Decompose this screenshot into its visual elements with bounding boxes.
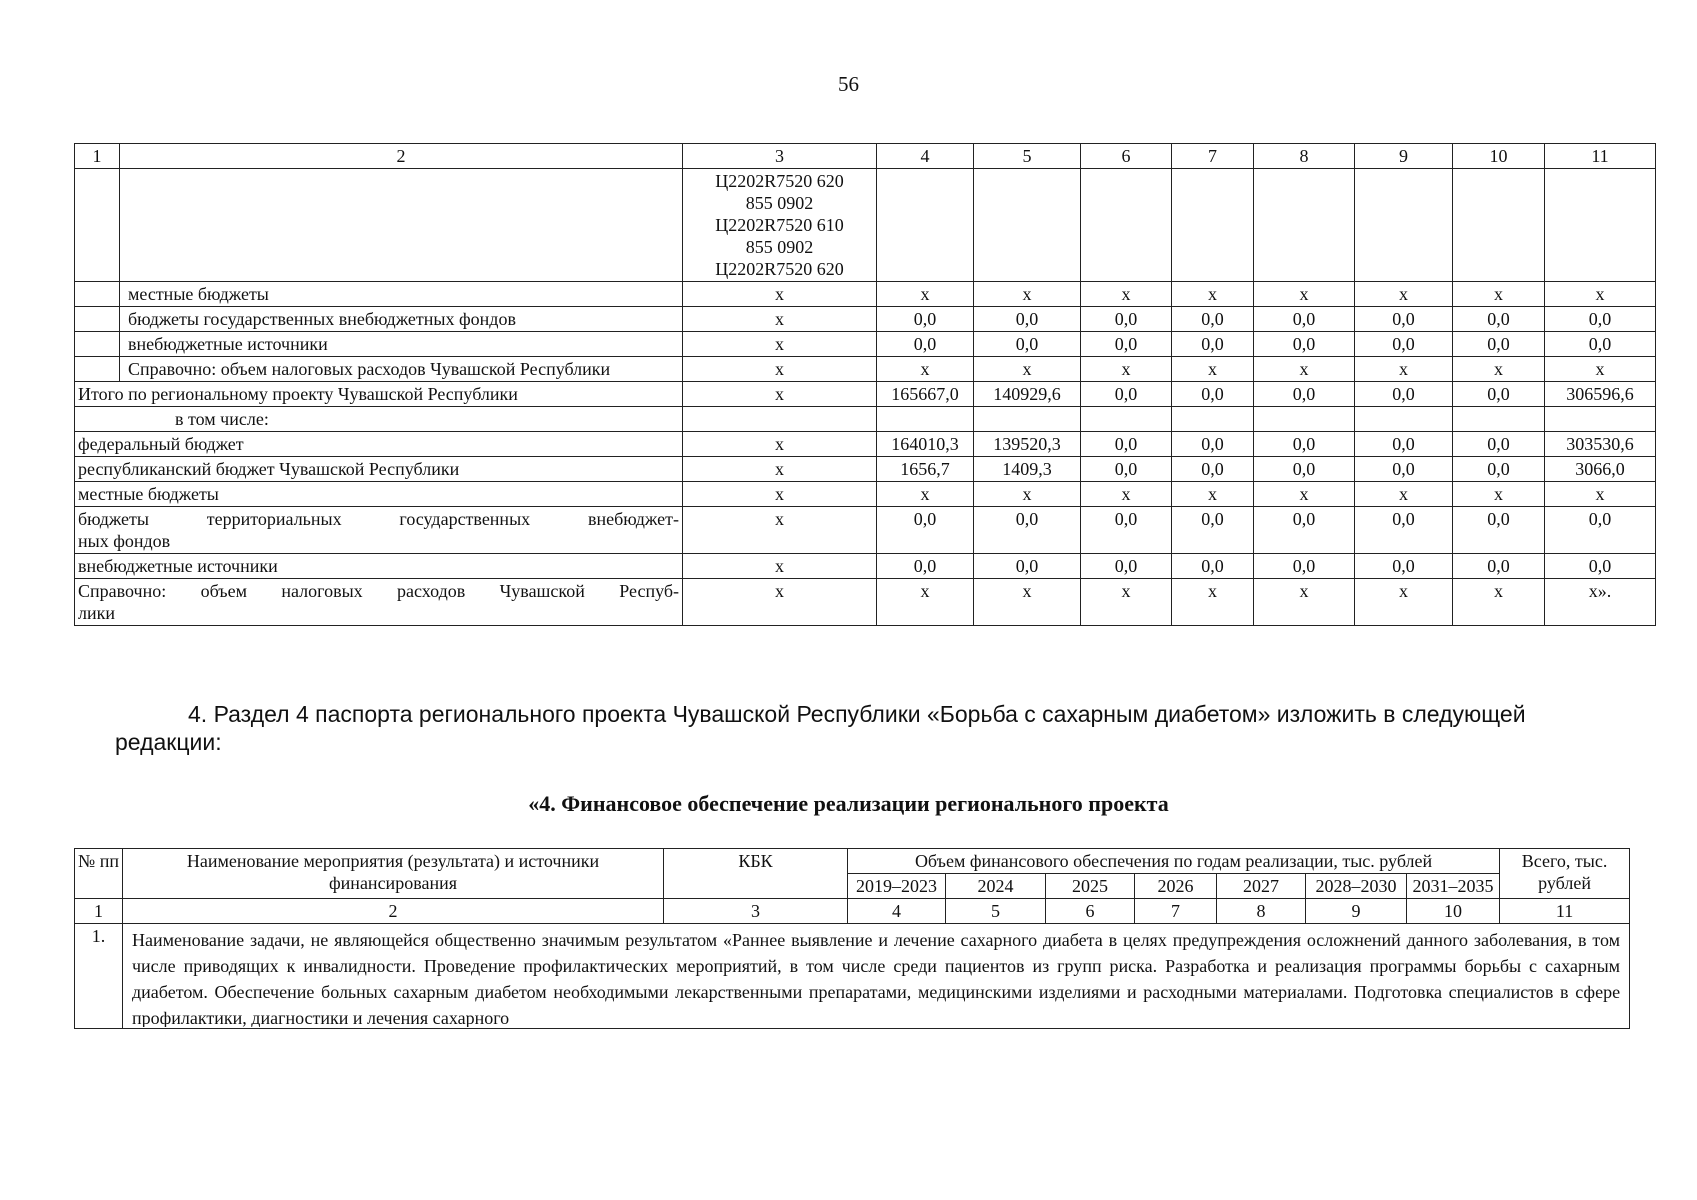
kbk-code: Ц2202R7520 610 — [715, 215, 844, 235]
value-cell: x — [974, 282, 1081, 307]
kbk-cell: x — [683, 432, 877, 457]
empty-cell — [1081, 407, 1172, 432]
value-cell: x — [1254, 282, 1355, 307]
value-cell: x — [1172, 579, 1254, 626]
value-cell: 0,0 — [1172, 307, 1254, 332]
value-cell: 0,0 — [1081, 382, 1172, 407]
value-cell: x — [1355, 579, 1453, 626]
col-number: 2 — [123, 899, 664, 924]
col-number: 4 — [877, 144, 974, 169]
kbk-code: 855 0902 — [745, 193, 814, 213]
value-cell: 0,0 — [1081, 507, 1172, 554]
col-number: 3 — [664, 899, 848, 924]
value-cell: 0,0 — [877, 554, 974, 579]
kbk-cell: x — [683, 382, 877, 407]
year-cell: 2027 — [1217, 874, 1306, 899]
value-cell: 0,0 — [1254, 507, 1355, 554]
value-cell: x — [877, 579, 974, 626]
empty-cell — [1453, 407, 1545, 432]
value-cell: 0,0 — [1355, 507, 1453, 554]
value-cell: 0,0 — [877, 507, 974, 554]
value-cell: 0,0 — [1453, 457, 1545, 482]
task-row — [75, 924, 1630, 1029]
value-cell: 0,0 — [1355, 382, 1453, 407]
col-number: 3 — [683, 144, 877, 169]
kbk-cell — [683, 169, 877, 282]
value-cell: 0,0 — [974, 554, 1081, 579]
col-number: 9 — [1355, 144, 1453, 169]
empty-cell — [75, 307, 120, 332]
value-cell: 0,0 — [1355, 554, 1453, 579]
value-cell: x — [1172, 482, 1254, 507]
col-number: 9 — [1306, 899, 1407, 924]
empty-cell — [683, 407, 877, 432]
row-label: федеральный бюджет — [75, 432, 683, 457]
value-cell: x — [1453, 282, 1545, 307]
header-volume: Объем финансового обеспечения по годам реализации, тыс. рублей — [848, 849, 1500, 874]
col-number: 4 — [848, 899, 946, 924]
value-cell: 0,0 — [1172, 457, 1254, 482]
value-cell: x — [877, 482, 974, 507]
header-kbk: КБК — [664, 849, 848, 899]
value-cell: 0,0 — [1254, 457, 1355, 482]
value-cell: x — [1172, 282, 1254, 307]
kbk-cell: x — [683, 307, 877, 332]
value-cell: 0,0 — [1545, 307, 1656, 332]
value-cell: x — [1254, 357, 1355, 382]
value-cell: 0,0 — [1081, 554, 1172, 579]
value-cell: 0,0 — [1545, 507, 1656, 554]
kbk-code: Ц2202R7520 620 — [715, 171, 844, 191]
col-number: 8 — [1254, 144, 1355, 169]
value-cell: 0,0 — [1172, 382, 1254, 407]
kbk-cell: x — [683, 579, 877, 626]
value-cell: x — [974, 357, 1081, 382]
row-label: республиканский бюджет Чувашской Республики — [75, 457, 683, 482]
value-cell: x — [1254, 579, 1355, 626]
empty-cell — [1254, 407, 1355, 432]
column-number-row — [75, 899, 1630, 924]
page-number: 56 — [838, 72, 859, 96]
kbk-cell: x — [683, 357, 877, 382]
value-cell: 0,0 — [1355, 332, 1453, 357]
empty-cell — [1453, 169, 1545, 282]
amendment-paragraph: 4. Раздел 4 паспорта регионального проекта Чувашской Республики «Борьба с сахарным диабетом» изложить в следующей редакции: — [115, 701, 1526, 755]
value-cell: x — [1254, 482, 1355, 507]
task-text: Наименование задачи, не являющейся общественно значимым результатом «Раннее выявление и лечение сахарного диабета в целях предупреждения осложнений данного заболевания, в том числе приводящих к инвалидности. Проведение профилактических мероприятий, в том числе среди пациентов из групп риска. Разработка и реализация программы борьбы с сахарным диабетом. Обеспечение больных сахарным диабетом необходимыми лекарственными препаратами, медицинскими изделиями и расходными материалами. Подготовка специалистов в сфере профилактики, диагностики и лечения сахарного — [132, 930, 1621, 1027]
col-number: 6 — [1046, 899, 1135, 924]
value-cell: 0,0 — [1355, 307, 1453, 332]
row-label: местные бюджеты — [75, 482, 683, 507]
value-cell: x — [1172, 357, 1254, 382]
value-cell: 0,0 — [877, 332, 974, 357]
value-cell: 0,0 — [1254, 332, 1355, 357]
row-label-line: лики — [78, 603, 115, 623]
value-cell: 0,0 — [1355, 432, 1453, 457]
value-cell: x — [1545, 357, 1656, 382]
value-cell: 1409,3 — [974, 457, 1081, 482]
year-cell: 2026 — [1135, 874, 1217, 899]
row-label: Итого по региональному проекту Чувашской Республики — [75, 382, 683, 407]
value-cell: x». — [1545, 579, 1656, 626]
financing-table — [74, 848, 1630, 1029]
value-cell: 0,0 — [1172, 507, 1254, 554]
header-total: Всего, тыс. рублей — [1500, 849, 1630, 899]
value-cell: 140929,6 — [974, 382, 1081, 407]
row-label-line: ных фондов — [78, 531, 171, 551]
col-number: 2 — [120, 144, 683, 169]
row-label-line: бюджеты территориальных государственных внебюджет- — [78, 509, 679, 529]
value-cell: 0,0 — [1081, 332, 1172, 357]
kbk-cell: x — [683, 482, 877, 507]
value-cell: 0,0 — [1172, 332, 1254, 357]
col-number: 1 — [75, 144, 120, 169]
year-cell: 2028–2030 — [1306, 874, 1407, 899]
row-number: 1. — [75, 924, 123, 1029]
empty-cell — [75, 332, 120, 357]
value-cell: 0,0 — [1453, 507, 1545, 554]
kbk-cell: x — [683, 332, 877, 357]
empty-cell — [75, 169, 120, 282]
empty-cell — [1545, 169, 1656, 282]
value-cell: 0,0 — [1453, 554, 1545, 579]
value-cell: 0,0 — [1545, 554, 1656, 579]
empty-cell — [974, 169, 1081, 282]
row-label: Справочно: объем налоговых расходов Чувашской Республики — [120, 357, 683, 382]
kbk-cell: x — [683, 282, 877, 307]
value-cell: x — [1545, 482, 1656, 507]
including-row — [75, 407, 1656, 432]
value-cell: x — [877, 282, 974, 307]
task-cell — [123, 924, 1630, 1029]
value-cell: 0,0 — [1172, 432, 1254, 457]
row-label: бюджеты государственных внебюджетных фондов — [120, 307, 683, 332]
kbk-continuation-row — [75, 169, 1656, 282]
value-cell: 0,0 — [877, 307, 974, 332]
value-cell: x — [1081, 282, 1172, 307]
table-row — [75, 332, 1656, 357]
empty-cell — [75, 357, 120, 382]
value-cell: 0,0 — [1453, 332, 1545, 357]
total-row — [75, 382, 1656, 407]
col-number: 6 — [1081, 144, 1172, 169]
column-number-row — [75, 144, 1656, 169]
section-title: «4. Финансовое обеспечение реализации регионального проекта — [528, 791, 1169, 816]
kbk-code: 855 0902 — [745, 237, 814, 257]
col-number: 5 — [946, 899, 1046, 924]
value-cell: 0,0 — [1254, 307, 1355, 332]
table-row — [75, 507, 1656, 554]
value-cell: x — [1081, 579, 1172, 626]
table-row — [75, 554, 1656, 579]
empty-cell — [1081, 169, 1172, 282]
table-row — [75, 482, 1656, 507]
value-cell: 0,0 — [1081, 457, 1172, 482]
value-cell: 0,0 — [974, 332, 1081, 357]
value-cell: 164010,3 — [877, 432, 974, 457]
value-cell: x — [1081, 482, 1172, 507]
empty-cell — [1254, 169, 1355, 282]
value-cell: 165667,0 — [877, 382, 974, 407]
table-row — [75, 357, 1656, 382]
empty-cell — [120, 169, 683, 282]
value-cell: x — [1453, 482, 1545, 507]
value-cell: 0,0 — [1254, 432, 1355, 457]
empty-cell — [75, 282, 120, 307]
value-cell: x — [1453, 357, 1545, 382]
value-cell: x — [1355, 482, 1453, 507]
header-row — [75, 849, 1630, 874]
value-cell: x — [1355, 357, 1453, 382]
value-cell: 0,0 — [1355, 457, 1453, 482]
value-cell: 0,0 — [1081, 307, 1172, 332]
value-cell: 3066,0 — [1545, 457, 1656, 482]
header-name: Наименование мероприятия (результата) и источники финансирования — [123, 849, 664, 899]
kbk-cell: x — [683, 554, 877, 579]
col-number: 11 — [1545, 144, 1656, 169]
row-label: внебюджетные источники — [120, 332, 683, 357]
empty-cell — [974, 407, 1081, 432]
year-cell: 2019–2023 — [848, 874, 946, 899]
value-cell: 139520,3 — [974, 432, 1081, 457]
value-cell: 303530,6 — [1545, 432, 1656, 457]
value-cell: 0,0 — [1453, 382, 1545, 407]
empty-cell — [1355, 407, 1453, 432]
col-number: 7 — [1135, 899, 1217, 924]
col-number: 7 — [1172, 144, 1254, 169]
empty-cell — [877, 169, 974, 282]
value-cell: x — [974, 482, 1081, 507]
col-number: 11 — [1500, 899, 1630, 924]
value-cell: 0,0 — [1254, 382, 1355, 407]
row-label — [75, 507, 683, 554]
empty-cell — [1172, 169, 1254, 282]
col-number: 5 — [974, 144, 1081, 169]
table-row — [75, 432, 1656, 457]
value-cell: x — [877, 357, 974, 382]
value-cell: 0,0 — [1453, 307, 1545, 332]
table-row — [75, 457, 1656, 482]
empty-cell — [1355, 169, 1453, 282]
col-number: 1 — [75, 899, 123, 924]
value-cell: x — [1453, 579, 1545, 626]
value-cell: x — [1355, 282, 1453, 307]
value-cell: x — [974, 579, 1081, 626]
value-cell: 0,0 — [1081, 432, 1172, 457]
continuation-table — [74, 143, 1656, 626]
year-cell: 2031–2035 — [1407, 874, 1500, 899]
value-cell: 0,0 — [1254, 554, 1355, 579]
value-cell: 306596,6 — [1545, 382, 1656, 407]
empty-cell — [877, 407, 974, 432]
value-cell: 0,0 — [974, 507, 1081, 554]
col-number: 10 — [1453, 144, 1545, 169]
including-label: в том числе: — [75, 407, 683, 432]
empty-cell — [1545, 407, 1656, 432]
value-cell: x — [1545, 282, 1656, 307]
value-cell: x — [1081, 357, 1172, 382]
row-label-line: Справочно: объем налоговых расходов Чувашской Респуб- — [78, 581, 679, 601]
year-cell: 2024 — [946, 874, 1046, 899]
kbk-code: Ц2202R7520 620 — [715, 259, 844, 279]
value-cell: 1656,7 — [877, 457, 974, 482]
kbk-cell: x — [683, 457, 877, 482]
value-cell: 0,0 — [974, 307, 1081, 332]
row-label — [75, 579, 683, 626]
value-cell: 0,0 — [1453, 432, 1545, 457]
value-cell: 0,0 — [1172, 554, 1254, 579]
kbk-cell: x — [683, 507, 877, 554]
empty-cell — [1172, 407, 1254, 432]
value-cell: 0,0 — [1545, 332, 1656, 357]
col-number: 10 — [1407, 899, 1500, 924]
col-number: 8 — [1217, 899, 1306, 924]
row-label: внебюджетные источники — [75, 554, 683, 579]
table-row — [75, 307, 1656, 332]
header-num: № пп — [75, 849, 123, 899]
row-label: местные бюджеты — [120, 282, 683, 307]
table-row — [75, 579, 1656, 626]
year-cell: 2025 — [1046, 874, 1135, 899]
table-row — [75, 282, 1656, 307]
